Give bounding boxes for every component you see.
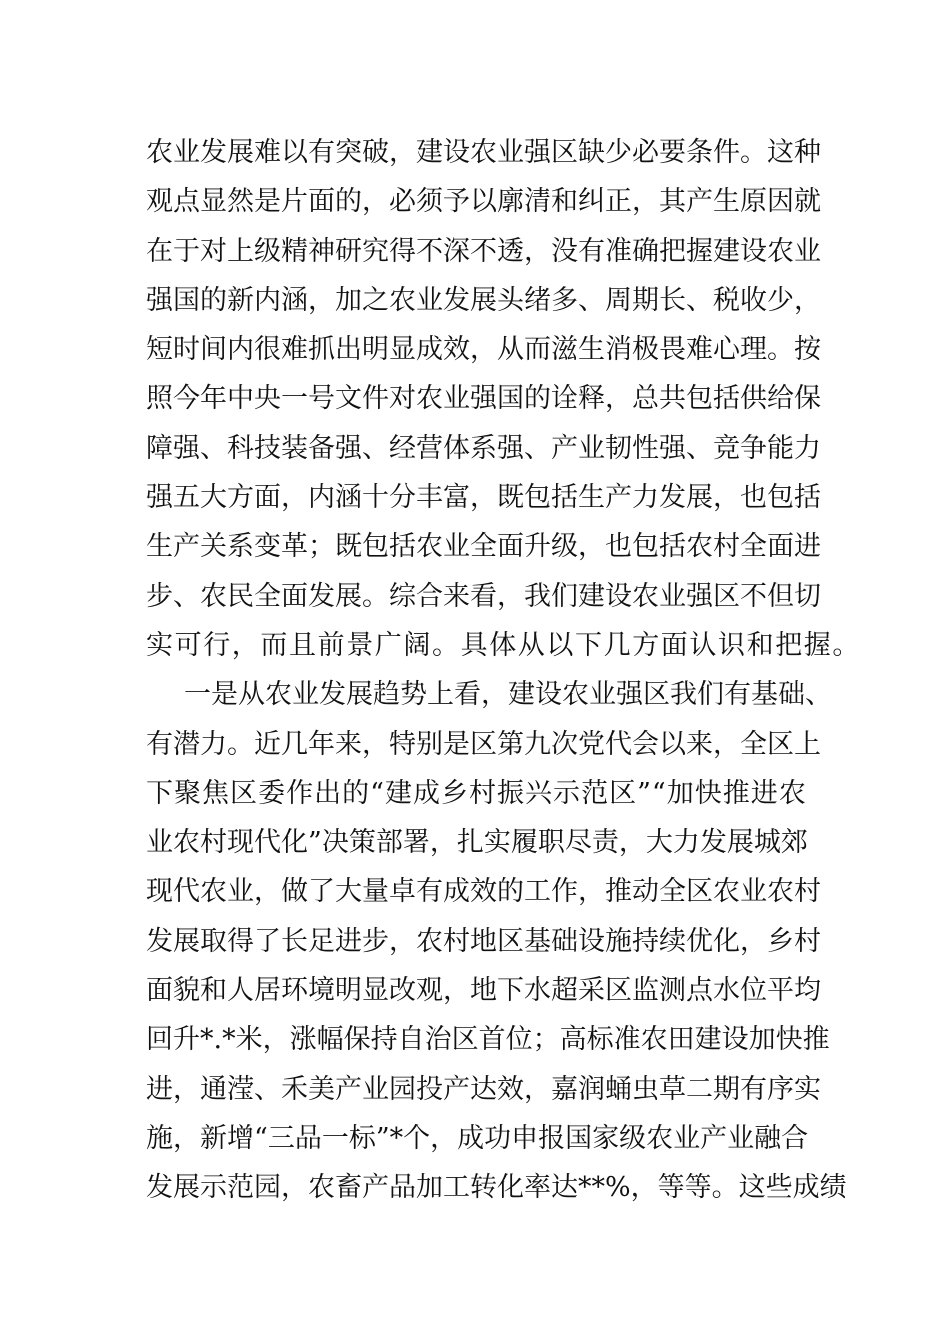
text-line: 观 点 显 然 是 片 面 的 ， 必 须 予 以 廓 清 和 纠 正 ， 其 产 生 原 因 就 [146,186,821,218]
text-line: 障 强 、 科 技 装 备 强 、 经 营 体 系 强 、 产 业 韧 性 强 、 竞 争 能 力 [146,432,821,464]
text-line: 面 貌 和 人 居 环 境 明 显 改 观 ， 地 下 水 超 采 区 监 测 点 水 位 平 均 [146,975,821,1007]
text-line: 下 聚 焦 区 委 作 出 的 “ 建 成 乡 村 振 兴 示 范 区 ” “ 加 快 推 进 农 [146,777,806,809]
text-line: 现 代 农 业 ， 做 了 大 量 卓 有 成 效 的 工 作 ， 推 动 全 区 农 业 农 村 [146,876,821,908]
text-line: 发 展 示 范 园 ， 农 畜 产 品 加 工 转 化 率 达 **% ， 等 等 。 这 些 成 绩 [146,1172,847,1204]
text-line: 强 国 的 新 内 涵 ， 加 之 农 业 发 展 头 绪 多 、 周 期 长 、 税 收 少 ， [146,284,821,316]
text-line: 发 展 取 得 了 长 足 进 步 ， 农 村 地 区 基 础 设 施 持 续 优 化 ， 乡 村 [146,925,821,957]
text-line: 业 农 村 现 代 化 ” 决 策 部 署 ， 扎 实 履 职 尽 责 ， 大 力 发 展 城 郊 [146,827,808,859]
text-line: 农 业 发 展 难 以 有 突 破 ， 建 设 农 业 强 区 缺 少 必 要 条 件 。 这 种 [146,137,821,168]
text-line: 施 ， 新 增 “ 三 品 一 标 ” * 个 ， 成 功 申 报 国 家 级 农 业 产 业 融 合 [146,1122,809,1154]
text-line: 进 ， 通 滢 、 禾 美 产 业 园 投 产 达 效 ， 嘉 润 蛹 虫 草 二 期 有 序 实 [146,1073,821,1105]
text-line: 有 潜 力 。 近 几 年 来 ， 特 别 是 区 第 九 次 党 代 会 以 来 ， 全 区 上 [146,728,821,760]
text-line: 回 升 *.* 米 ， 涨 幅 保 持 自 治 区 首 位 ； 高 标 准 农 田 建 设 加 快 推 [146,1024,830,1056]
paragraph-first-line: 一 是 从 农 业 发 展 趋 势 上 看 ， 建 设 农 业 强 区 我 们 有 基 础 、 [184,679,832,711]
text-line: 生 产 关 系 变 革 ； 既 包 括 农 业 全 面 升 级 ， 也 包 括 农 村 全 面 进 [146,531,821,563]
text-line: 强 五 大 方 面 ， 内 涵 十 分 丰 富 ， 既 包 括 生 产 力 发 展 ， 也 包 括 [146,482,821,514]
text-line: 步 、 农 民 全 面 发 展 。 综 合 来 看 ， 我 们 建 设 农 业 强 区 不 但 切 [146,580,821,612]
text-line: 实可行，而且前景广阔。具体从以下几方面认识和把握。 [146,629,861,661]
text-line: 照 今 年 中 央 一 号 文 件 对 农 业 强 国 的 诠 释 ， 总 共 包 括 供 给 保 [146,383,821,415]
text-line: 在 于 对 上 级 精 神 研 究 得 不 深 不 透 ， 没 有 准 确 把 握 建 设 农 业 [146,235,821,267]
document-body [146,128,861,1213]
text-line: 短 时 间 内 很 难 抓 出 明 显 成 效 ， 从 而 滋 生 消 极 畏 难 心 理 。 按 [146,334,821,366]
